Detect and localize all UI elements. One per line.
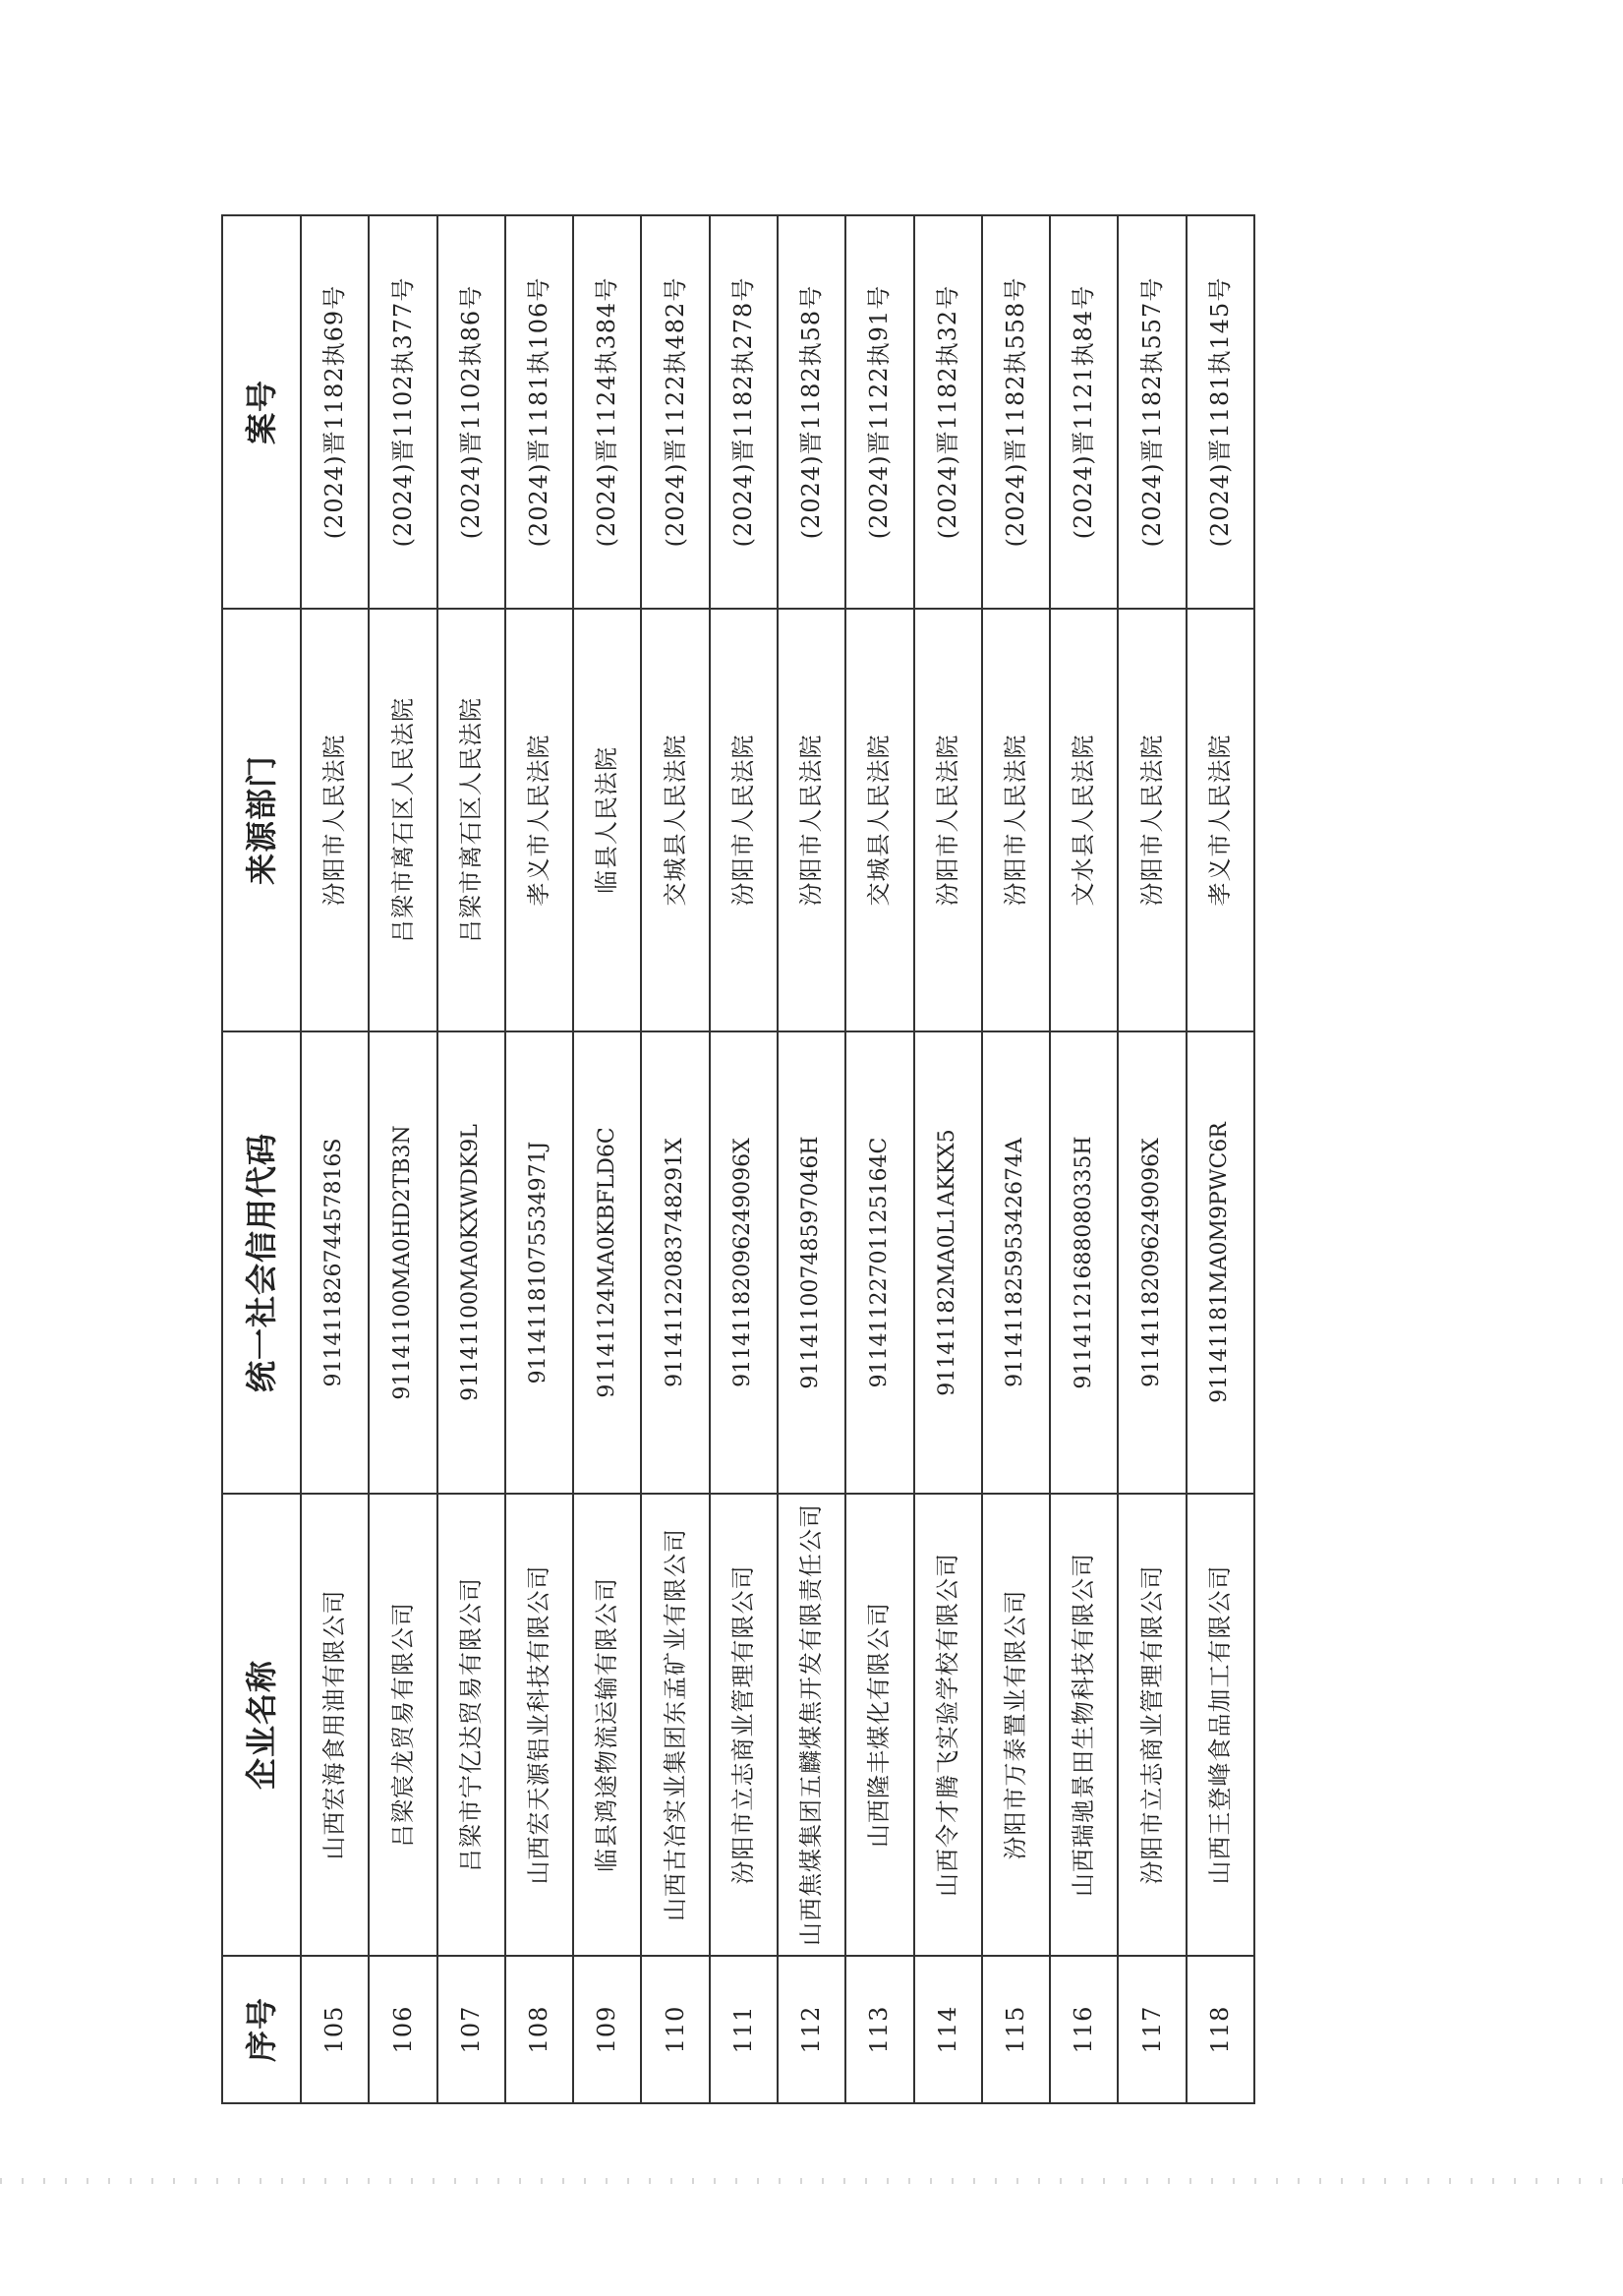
cell-company-name: 吕梁宸龙贸易有限公司	[369, 1494, 436, 1956]
cell-seq: 117	[1118, 1956, 1186, 2103]
cell-company-name: 汾阳市万泰置业有限公司	[982, 1494, 1050, 1956]
cell-seq: 118	[1187, 1956, 1254, 2103]
cell-company-name: 山西隆丰煤化有限公司	[845, 1494, 913, 1956]
cell-seq: 113	[845, 1956, 913, 2103]
header-case: 案号	[222, 215, 301, 609]
cell-credit-code: 91141182096249096X	[710, 1031, 778, 1494]
cell-seq: 107	[437, 1956, 505, 2103]
cell-case-number: (2024)晋1182执58号	[778, 215, 845, 609]
cell-credit-code: 91141181075534971J	[505, 1031, 573, 1494]
cell-company-name: 山西令才腾飞实验学校有限公司	[914, 1494, 982, 1956]
cell-source-department: 交城县人民法院	[641, 609, 709, 1031]
table-row	[505, 215, 573, 2103]
cell-seq: 106	[369, 1956, 436, 2103]
cell-company-name: 山西王登峰食品加工有限公司	[1187, 1494, 1254, 1956]
table-row	[369, 215, 436, 2103]
cell-seq: 116	[1050, 1956, 1118, 2103]
cell-seq: 108	[505, 1956, 573, 2103]
cell-credit-code: 91141122083748291X	[641, 1031, 709, 1494]
rotated-table-sheet	[221, 216, 1255, 2104]
cell-source-department: 汾阳市人民法院	[982, 609, 1050, 1031]
cell-credit-code: 91141182096249096X	[1118, 1031, 1186, 1494]
cell-case-number: (2024)晋1182执278号	[710, 215, 778, 609]
table-row	[845, 215, 913, 2103]
cell-source-department: 孝义市人民法院	[505, 609, 573, 1031]
scan-noise-divider	[0, 2178, 1623, 2184]
cell-company-name: 吕梁市宁亿达贸易有限公司	[437, 1494, 505, 1956]
cell-credit-code: 91141182MA0L1AKKX5	[914, 1031, 982, 1494]
cell-company-name: 汾阳市立志商业管理有限公司	[1118, 1494, 1186, 1956]
cell-source-department: 汾阳市人民法院	[710, 609, 778, 1031]
cell-case-number: (2024)晋1122执482号	[641, 215, 709, 609]
header-name: 企业名称	[222, 1494, 301, 1956]
cell-case-number: (2024)晋1102执377号	[369, 215, 436, 609]
cell-case-number: (2024)晋1182执558号	[982, 215, 1050, 609]
table-row	[778, 215, 845, 2103]
cell-source-department: 孝义市人民法院	[1187, 609, 1254, 1031]
cell-seq: 112	[778, 1956, 845, 2103]
table-row	[1118, 215, 1186, 2103]
cell-credit-code: 91141182674457816S	[301, 1031, 369, 1494]
table-row	[641, 215, 709, 2103]
cell-credit-code: 91141122701125164C	[845, 1031, 913, 1494]
table-row	[1050, 215, 1118, 2103]
cell-case-number: (2024)晋1124执384号	[573, 215, 641, 609]
cell-source-department: 吕梁市离石区人民法院	[437, 609, 505, 1031]
cell-seq: 109	[573, 1956, 641, 2103]
cell-credit-code: 91141181MA0M9PWC6R	[1187, 1031, 1254, 1494]
cell-source-department: 汾阳市人民法院	[301, 609, 369, 1031]
cell-company-name: 山西瑞驰景田生物科技有限公司	[1050, 1494, 1118, 1956]
cell-source-department: 交城县人民法院	[845, 609, 913, 1031]
table-body	[301, 215, 1254, 2103]
cell-credit-code: 91141124MA0KBFLD6C	[573, 1031, 641, 1494]
table-row	[1187, 215, 1254, 2103]
cell-seq: 110	[641, 1956, 709, 2103]
cell-case-number: (2024)晋1182执557号	[1118, 215, 1186, 609]
cell-case-number: (2024)晋1102执86号	[437, 215, 505, 609]
table-row	[710, 215, 778, 2103]
cell-company-name: 山西宏海食用油有限公司	[301, 1494, 369, 1956]
enforcement-table	[221, 214, 1255, 2104]
header-seq: 序号	[222, 1956, 301, 2103]
table-row	[437, 215, 505, 2103]
cell-company-name: 山西古冶实业集团东孟矿业有限公司	[641, 1494, 709, 1956]
cell-source-department: 汾阳市人民法院	[778, 609, 845, 1031]
cell-company-name: 山西宏天源铝业科技有限公司	[505, 1494, 573, 1956]
table-row	[573, 215, 641, 2103]
cell-company-name: 山西焦煤集团五麟煤焦开发有限责任公司	[778, 1494, 845, 1956]
cell-seq: 115	[982, 1956, 1050, 2103]
cell-source-department: 文水县人民法院	[1050, 609, 1118, 1031]
cell-source-department: 汾阳市人民法院	[1118, 609, 1186, 1031]
cell-source-department: 临县人民法院	[573, 609, 641, 1031]
cell-credit-code: 91141100748597046H	[778, 1031, 845, 1494]
cell-credit-code: 91141100MA0HD2TB3N	[369, 1031, 436, 1494]
cell-credit-code: 91141121688080335H	[1050, 1031, 1118, 1494]
cell-source-department: 吕梁市离石区人民法院	[369, 609, 436, 1031]
table-row	[301, 215, 369, 2103]
cell-company-name: 汾阳市立志商业管理有限公司	[710, 1494, 778, 1956]
cell-company-name: 临县鸿途物流运输有限公司	[573, 1494, 641, 1956]
cell-credit-code: 91141182595342674A	[982, 1031, 1050, 1494]
header-row	[222, 215, 301, 2103]
header-code: 统一社会信用代码	[222, 1031, 301, 1494]
table-row	[982, 215, 1050, 2103]
header-source: 来源部门	[222, 609, 301, 1031]
cell-case-number: (2024)晋1182执69号	[301, 215, 369, 609]
cell-credit-code: 91141100MA0KXWDK9L	[437, 1031, 505, 1494]
cell-case-number: (2024)晋1181执106号	[505, 215, 573, 609]
cell-source-department: 汾阳市人民法院	[914, 609, 982, 1031]
cell-case-number: (2024)晋1122执91号	[845, 215, 913, 609]
cell-seq: 114	[914, 1956, 982, 2103]
cell-case-number: (2024)晋1121执84号	[1050, 215, 1118, 609]
cell-case-number: (2024)晋1182执32号	[914, 215, 982, 609]
cell-seq: 105	[301, 1956, 369, 2103]
cell-case-number: (2024)晋1181执145号	[1187, 215, 1254, 609]
table-row	[914, 215, 982, 2103]
cell-seq: 111	[710, 1956, 778, 2103]
